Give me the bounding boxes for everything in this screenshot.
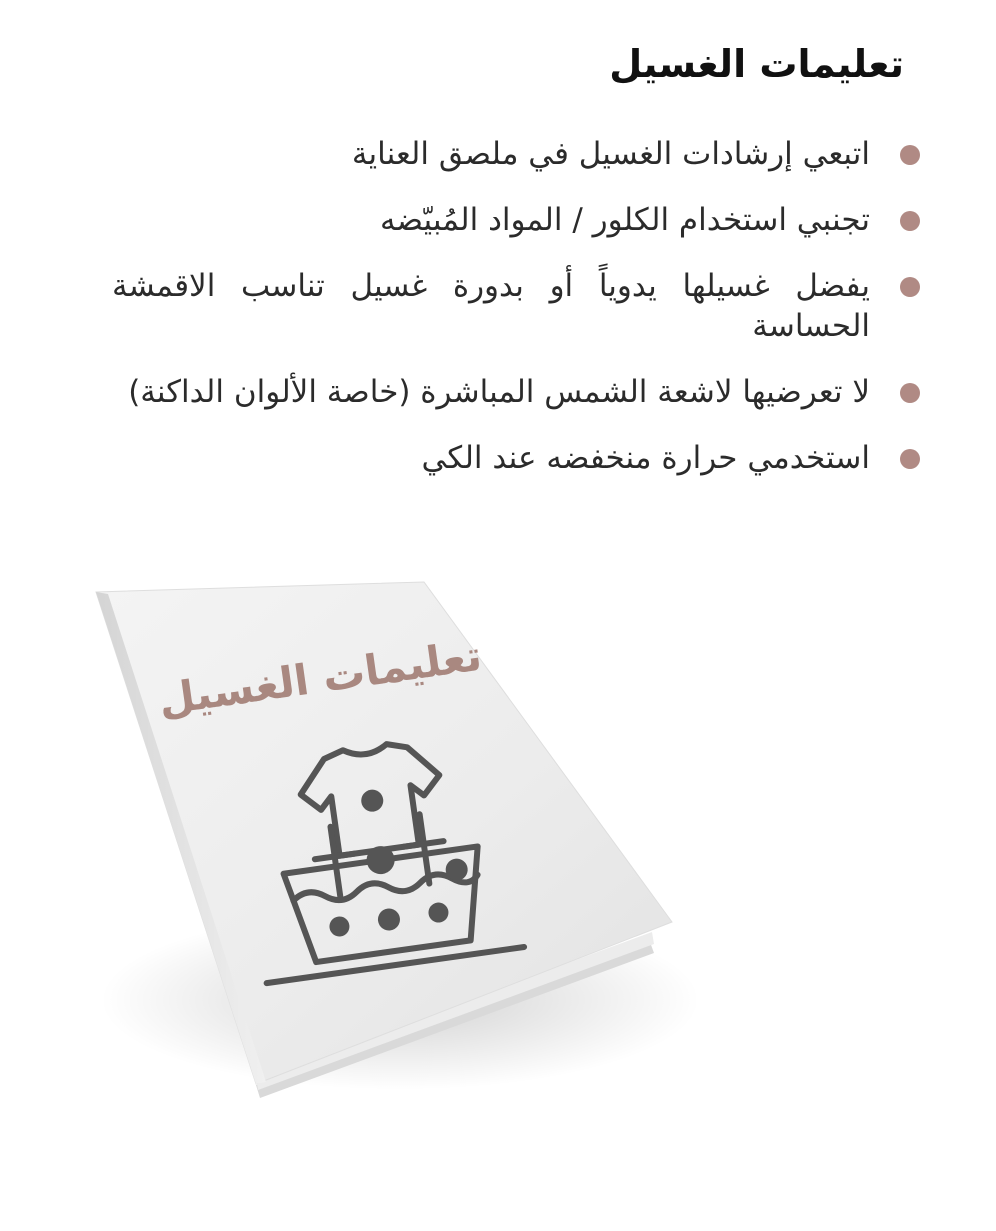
list-item	[112, 266, 920, 346]
bullet-dot	[900, 145, 920, 165]
cover-title: تعليمات الغسيل	[155, 630, 485, 725]
list-item	[112, 200, 920, 240]
page-title: تعليمات الغسيل	[609, 42, 904, 86]
instruction-text: يفضل غسيلها يدوياً أو بدورة غسيل تناسب الاقمشة الحساسة	[112, 268, 870, 344]
booklet-illustration	[60, 560, 720, 1140]
bullet-dot	[900, 383, 920, 403]
instruction-text: اتبعي إرشادات الغسيل في ملصق العناية	[351, 136, 870, 172]
bullet-dot	[900, 449, 920, 469]
instruction-text: استخدمي حرارة منخفضه عند الكي	[421, 440, 870, 476]
instruction-text: لا تعرضيها لاشعة الشمس المباشرة (خاصة الألوان الداكنة)	[128, 374, 870, 410]
booklet-svg	[60, 560, 720, 1140]
list-item	[112, 134, 920, 174]
list-item	[112, 438, 920, 478]
bullet-dot	[900, 277, 920, 297]
instructions-list	[112, 134, 920, 504]
list-item	[112, 372, 920, 412]
instruction-text: تجنبي استخدام الكلور / المواد المُبيّضه	[380, 202, 870, 238]
bullet-dot	[900, 211, 920, 231]
